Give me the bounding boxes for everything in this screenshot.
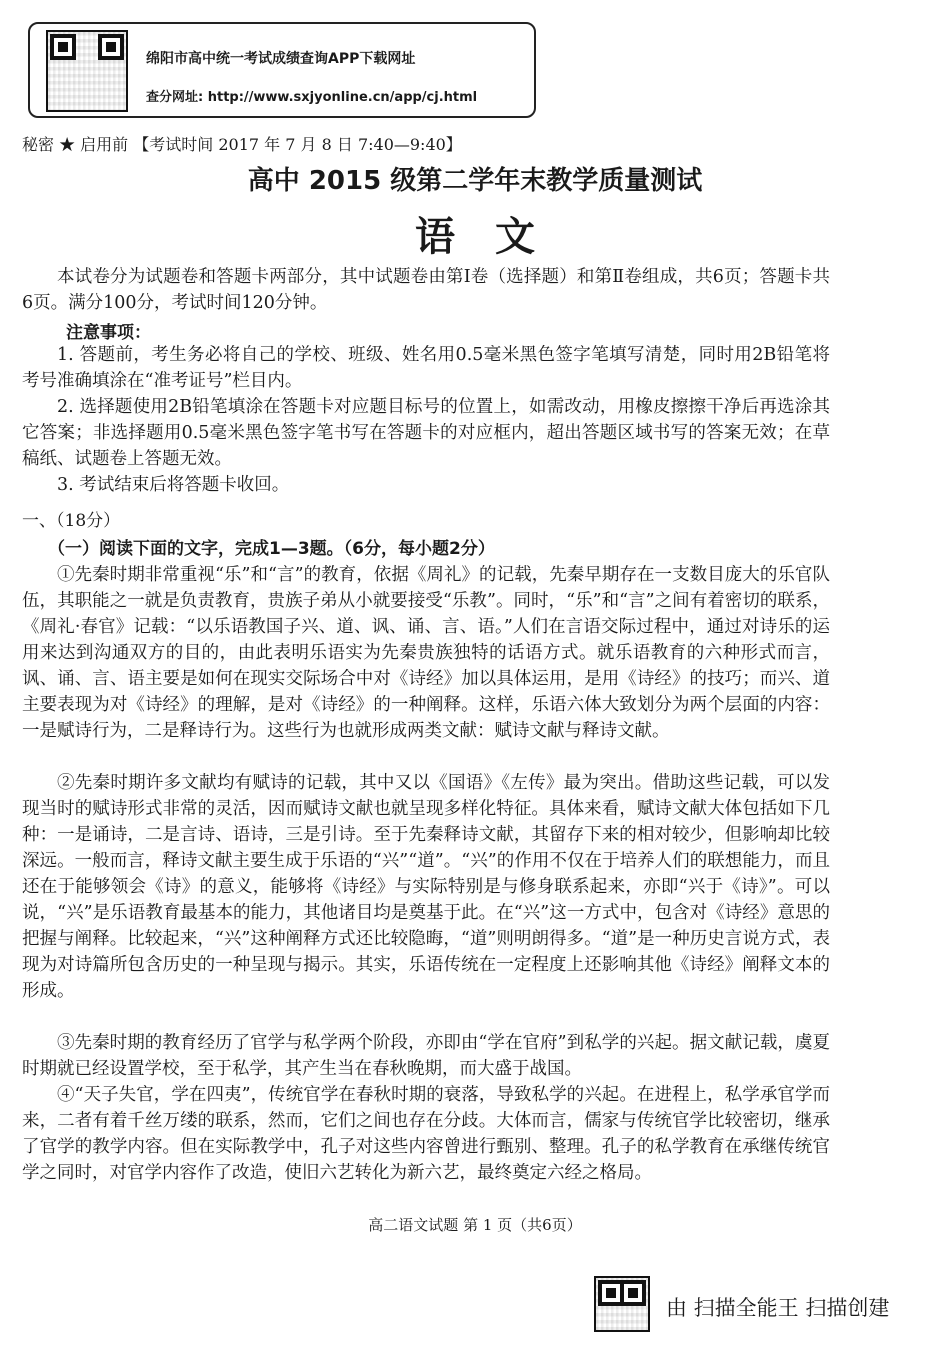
scanner-label: 由 扫描全能王 扫描创建 [666,1296,890,1320]
intro-paragraph: 本试卷分为试题卷和答题卡两部分，其中试题卷由第Ⅰ卷（选择题）和第Ⅱ卷组成，共6页；答题卡共6页。满分100分，考试时间120分钟。 [22,267,830,313]
qr-code-icon [594,1276,650,1332]
passage-paragraph: ①先秦时期非常重视“乐”和“言”的教育，依据《周礼》的记载，先秦早期存在一支数目庞大的乐官队伍，其职能之一就是负责教育，贵族子弟从小就要接受“乐教”。同时，“乐”和“言”之间有着密切的联系，《周礼·春官》记载：“以乐语教国子兴、道、讽、诵、言、语。”人们在言语交际过程中，通过对诗乐的运用来达到沟通双方的目的，由此表明乐语实为先秦贵族独特的话语方式。就乐语教育的六种形式而言，讽、诵、言、语主要是如何在现实交际场合中对《诗经》加以具体运用，是用《诗经》的技巧；而兴、道主要表现为对《诗经》的理解，是对《诗经》的一种阐释。这样，乐语六体大致划分为两个层面的内容：一是赋诗行为，二是释诗行为。这些行为也就形成两类文献：赋诗文献与释诗文献。 [22,565,830,741]
download-banner [28,22,536,118]
note-item: 2. 选择题使用2B铅笔填涂在答题卡对应题目标号的位置上，如需改动，用橡皮擦擦干净后再选涂其它答案；非选择题用0.5毫米黑色签字笔书写在答题卡的对应框内，超出答题区域书写的答案无效；在草稿纸、试题卷上答题无效。 [22,397,830,469]
confidential-line: 秘密 ★ 启用前 【考试时间 2017 年 7 月 8 日 7:40—9:40】 [22,135,462,154]
section-number: 一、（18分） [22,511,121,531]
passage-paragraph: ④“天子失官，学在四夷”，传统官学在春秋时期的衰落，导致私学的兴起。在进程上，私学承官学而来，二者有着千丝万缕的联系，然而，它们之间也存在分歧。大体而言，儒家与传统官学比较密切，继承了官学的教学内容。但在实际教学中，孔子对这些内容曾进行甄别、整理。孔子的私学教育在承继传统官学之同时，对官学内容作了改造，使旧六艺转化为新六艺，最终奠定六经之格局。 [22,1085,830,1183]
banner-url: 查分网址: http://www.sxjyonline.cn/app/cj.html [146,90,478,105]
passage-paragraph: ③先秦时期的教育经历了官学与私学两个阶段，亦即由“学在官府”到私学的兴起。据文献记载，虞夏时期就已经设置学校，至于私学，其产生当在春秋晚期，而大盛于战国。 [22,1033,830,1079]
exam-title: 高中 2015 级第二学年末教学质量测试 [247,166,703,196]
subject-title: 语文 [415,213,575,260]
note-item: 1. 答题前，考生务必将自己的学校、班级、姓名用0.5毫米黑色签字笔填写清楚，同时用2B铅笔将考号准确填涂在“准考证号”栏目内。 [22,345,830,391]
passage-paragraph: ②先秦时期许多文献均有赋诗的记载，其中又以《国语》《左传》最为突出。借助这些记载，可以发现当时的赋诗形式非常的灵活，因而赋诗文献也就呈现多样化特征。具体来看，赋诗文献大体包括如下几种：一是诵诗，二是言诗、语诗，三是引诗。至于先秦释诗文献，其留存下来的相对较少，但影响却比较深远。一般而言，释诗文献主要生成于乐语的“兴”“道”。“兴”的作用不仅在于培养人们的联想能力，而且还在于能够领会《诗》的意义，能够将《诗经》与实际特别是与修身联系起来，亦即“兴于《诗》”。可以说，“兴”是乐语教育最基本的能力，其他诸目均是奠基于此。在“兴”这一方式中，包含对《诗经》意思的把握与阐释。比较起来，“兴”这种阐释方式还比较隐晦，“道”则明朗得多。“道”是一种历史言说方式，表现为对诗篇所包含历史的一种呈现与揭示。其实，乐语传统在一定程度上还影响其他《诗经》阐释文本的形成。 [22,773,830,1001]
section-subtitle: （一）阅读下面的文字，完成1—3题。（6分，每小题2分） [48,539,495,559]
page-footer: 高二语文试题 第 1 页（共6页） [368,1216,582,1234]
qr-code-icon [46,30,128,112]
notes-title: 注意事项： [66,323,151,343]
note-item: 3. 考试结束后将答题卡收回。 [57,475,290,495]
banner-title: 绵阳市高中统一考试成绩查询APP下载网址 [146,51,416,67]
